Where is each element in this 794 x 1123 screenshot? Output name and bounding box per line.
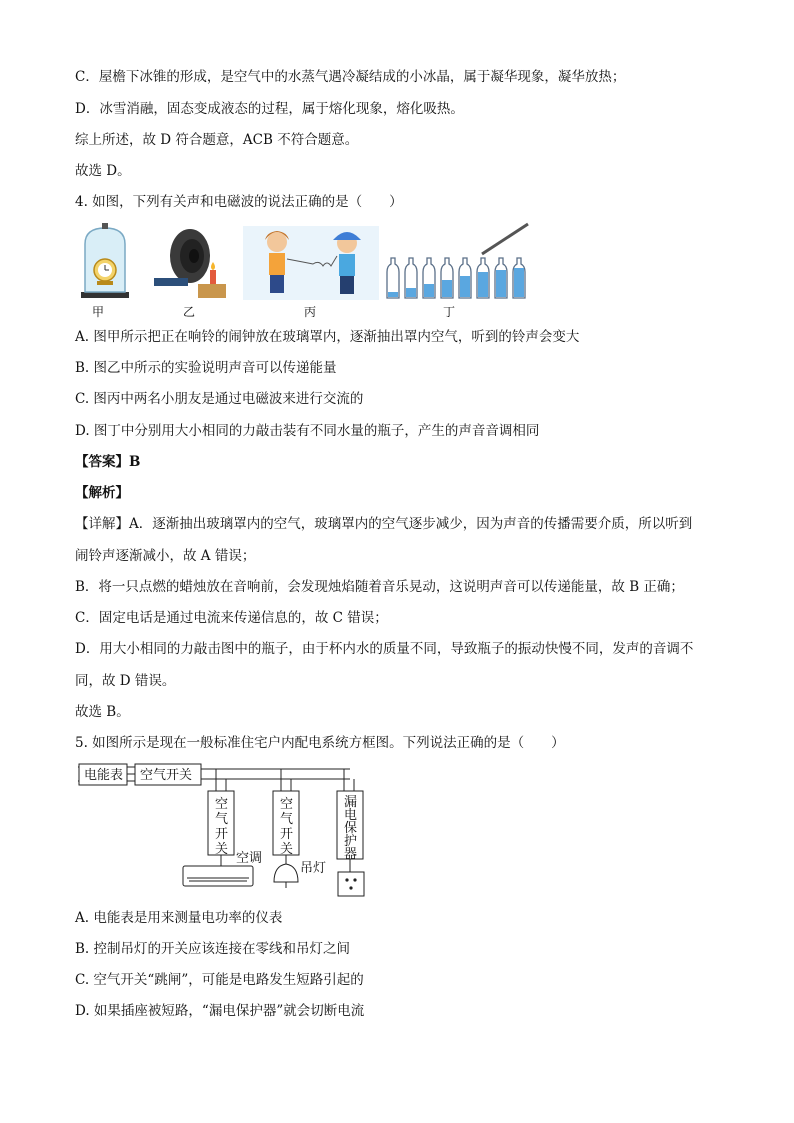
aircon-label: 空调 [236,851,263,866]
caption-bing: 丙 [304,305,317,319]
branch-switch-2-char: 关 [280,842,294,857]
meter-label: 电能表 [84,768,124,783]
q4-detail-line: 闹铃声逐渐减小，故 A 错误； [75,548,256,564]
q5-option-b: B. 控制吊灯的开关应该连接在零线和吊灯之间 [75,941,351,957]
protector-char: 漏 [344,795,358,810]
prev-option-c: C．屋檐下冰锥的形成，是空气中的水蒸气遇冷凝结成的小冰晶，属于凝华现象，凝华放热； [75,69,626,85]
q4-detail-line: B．将一只点燃的蜡烛放在音响前，会发现烛焰随着音乐晃动，这说明声音可以传递能量，故 B 正确； [75,579,684,595]
prev-choice: 故选 D。 [75,163,131,179]
bell-jar-figure [75,222,135,300]
caption-ding: 丁 [443,305,456,319]
protector-char: 保 [344,821,358,836]
prev-summary: 综上所述，故 D 符合题意，ACB 不符合题意。 [75,132,359,148]
water-bottles-figure [382,220,532,300]
caption-yi: 乙 [183,305,196,319]
string-phone-figure [243,226,379,300]
prev-option-d: D．冰雪消融，固态变成液态的过程，属于熔化现象，熔化吸热。 [75,101,464,117]
branch-switch-2-char: 开 [280,827,294,842]
q4-option-a: A. 图甲所示把正在响铃的闹钟放在玻璃罩内，逐渐抽出罩内空气，听到的铃声会变大 [75,329,580,345]
protector-char: 器 [344,847,358,862]
q5-option-d: D. 如果插座被短路，“漏电保护器”就会切断电流 [75,1003,365,1019]
q4-answer: 【答案】B [75,454,141,470]
q5-stem: 5. 如图所示是现在一般标准住宅户内配电系统方框图。下列说法正确的是（ ） [75,735,565,751]
q4-option-d: D. 图丁中分别用大小相同的力敲击装有不同水量的瓶子，产生的声音音调相同 [75,423,540,439]
q4-detail-line: 【详解】A．逐渐抽出玻璃罩内的空气，玻璃罩内的空气逐步减少，因为声音的传播需要介质，所以听到 [75,516,693,532]
branch-switch-2-char: 空 [280,797,294,812]
q4-detail-line: C．固定电话是通过电流来传递信息的，故 C 错误； [75,610,388,626]
wiring-diagram [78,762,378,898]
main-switch-label: 空气开关 [140,768,193,783]
branch-switch-1-char: 气 [215,812,229,827]
branch-switch-1-char: 空 [215,797,229,812]
q4-analysis-heading: 【解析】 [75,485,129,501]
protector-char: 护 [344,834,358,849]
q5-option-c: C. 空气开关“跳闸”，可能是电路发生短路引起的 [75,972,364,988]
q4-stem: 4. 如图，下列有关声和电磁波的说法正确的是（ ） [75,194,403,210]
lamp-label: 吊灯 [300,861,327,876]
branch-switch-1-char: 关 [215,842,229,857]
protector-char: 电 [344,808,358,823]
branch-switch-1-char: 开 [215,827,229,842]
speaker-candle-figure [150,226,232,300]
q4-option-b: B. 图乙中所示的实验说明声音可以传递能量 [75,360,337,376]
q4-option-c: C. 图丙中两名小朋友是通过电磁波来进行交流的 [75,391,364,407]
q4-detail-line: D．用大小相同的力敲击图中的瓶子，由于杯内水的质量不同，导致瓶子的振动快慢不同，发声的音调不 [75,641,694,657]
caption-jia: 甲 [92,305,105,319]
q4-detail-line: 故选 B。 [75,704,130,720]
branch-switch-2-char: 气 [280,812,294,827]
q4-detail-line: 同，故 D 错误。 [75,673,176,689]
q5-option-a: A. 电能表是用来测量电功率的仪表 [75,910,283,926]
